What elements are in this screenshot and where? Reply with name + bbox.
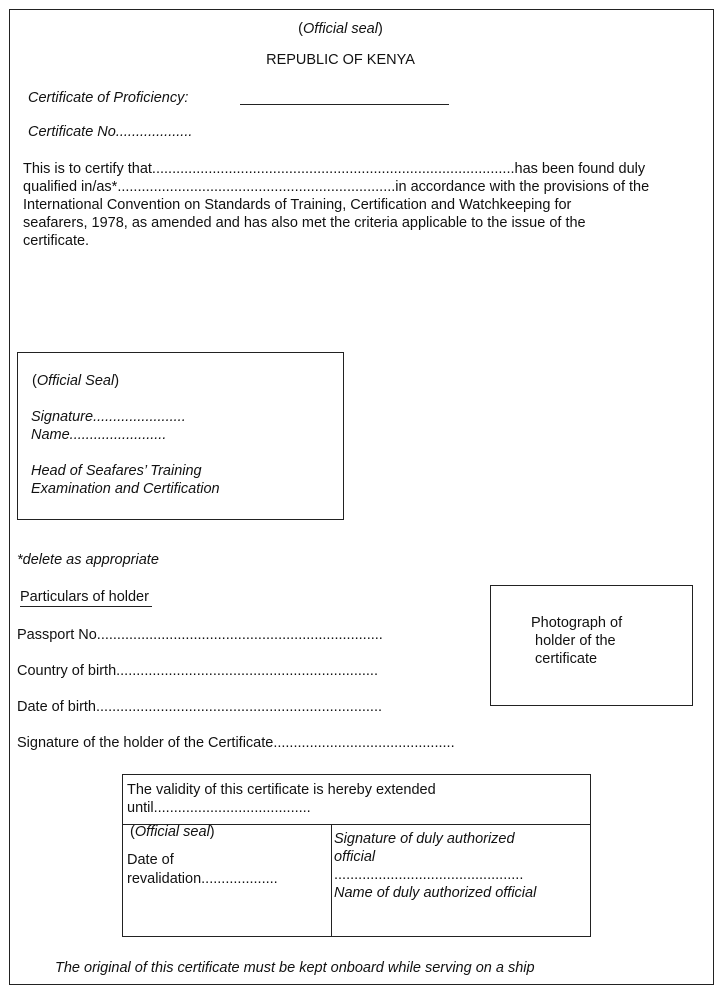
paragraph-line: qualified in/as*.....................................................................in accordance with the provisions of the <box>23 179 650 195</box>
delete-note: *delete as appropriate <box>17 552 159 568</box>
country-title: REPUBLIC OF KENYA <box>266 52 415 68</box>
official-seal-header <box>0 21 681 37</box>
name-line: Name........................ <box>31 427 167 443</box>
date-of-birth-field: Date of birth....................................................................... <box>17 699 383 715</box>
validity-line-2: until....................................... <box>127 800 311 816</box>
seal-text: Official seal <box>303 21 378 37</box>
official-name-line: Name of duly authorized official <box>334 885 537 901</box>
seal-text: Official seal <box>134 824 210 840</box>
paragraph-line: seafarers, 1978, as amended and has also met the criteria applicable to the issue of the <box>23 215 586 231</box>
official-title-line-1: Head of Seafares’ Training <box>31 463 202 479</box>
paren-open: ( <box>130 824 135 840</box>
paren-close: ) <box>114 373 120 389</box>
revalidation-date-line-1: Date of <box>127 852 174 868</box>
holder-heading <box>20 589 152 607</box>
paren-close: ) <box>377 21 383 37</box>
official-signature-line-2: official <box>334 849 376 865</box>
signature-line: Signature....................... <box>31 409 186 425</box>
paragraph-line: certificate. <box>23 233 90 249</box>
footer-note: The original of this certificate must be kept onboard while serving on a ship <box>55 960 535 976</box>
proficiency-blank-line <box>240 104 449 105</box>
photo-label-line-1: Photograph of <box>531 615 623 631</box>
validity-box <box>122 774 591 937</box>
photo-label-line-2: holder of the <box>535 633 616 649</box>
signature-box-seal <box>32 373 119 389</box>
seal-text: Official Seal <box>36 373 115 389</box>
validity-column-divider <box>331 824 332 936</box>
official-signature-dots: ............................................... <box>334 867 524 883</box>
passport-field: Passport No....................................................................... <box>17 627 383 643</box>
signature-box <box>17 352 344 520</box>
certificate-number: Certificate No................... <box>28 124 193 140</box>
holder-signature-field: Signature of the holder of the Certificate............................................. <box>17 735 455 751</box>
official-signature-line-1: Signature of duly authorized <box>334 831 515 847</box>
photo-label-line-3: certificate <box>535 651 598 667</box>
photo-box <box>490 585 693 706</box>
paragraph-line: This is to certify that..........................................................................................has been found duly <box>23 161 646 177</box>
revalidation-date-line-2: revalidation................... <box>127 871 278 887</box>
holder-heading-text: Particulars of holder <box>20 589 152 607</box>
official-title-line-2: Examination and Certification <box>31 481 220 497</box>
paren-open: ( <box>32 373 37 389</box>
proficiency-label: Certificate of Proficiency: <box>28 90 189 106</box>
certification-paragraph <box>23 160 703 250</box>
validity-seal <box>130 824 215 840</box>
paren-open: ( <box>298 21 304 37</box>
paren-close: ) <box>209 824 215 840</box>
country-of-birth-field: Country of birth................................................................. <box>17 663 378 679</box>
validity-line-1: The validity of this certificate is hereby extended <box>127 782 436 798</box>
paragraph-line: International Convention on Standards of Training, Certification and Watchkeeping for <box>23 197 572 213</box>
